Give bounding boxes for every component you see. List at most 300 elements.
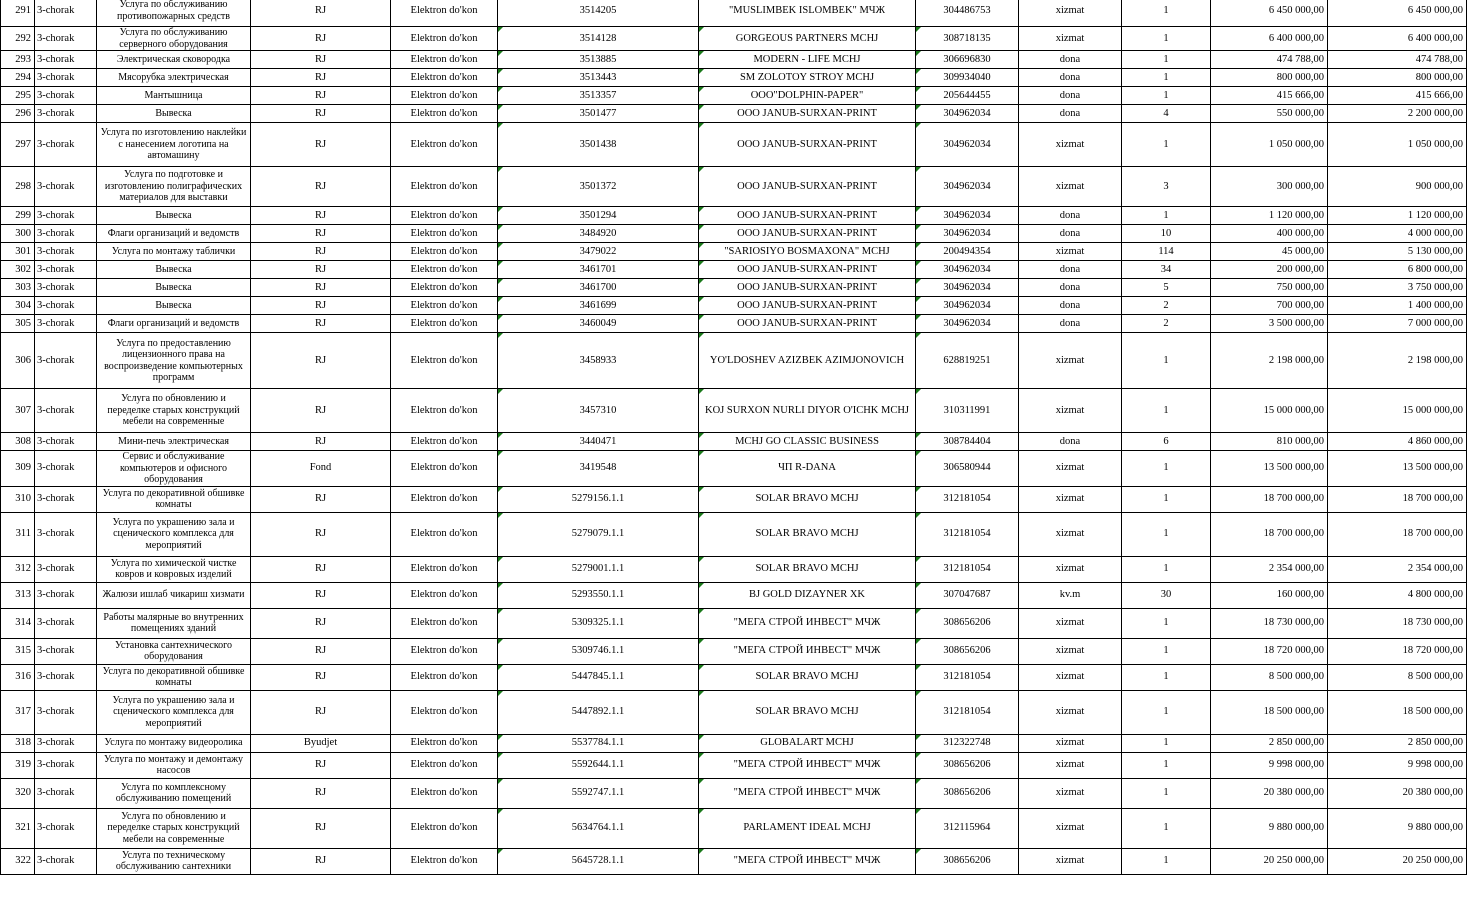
quantity-cell[interactable]: 2 — [1122, 315, 1211, 333]
unit-price-cell[interactable]: 6 400 000,00 — [1211, 27, 1328, 51]
quarter-cell[interactable]: 3-chorak — [35, 261, 97, 279]
tin-cell[interactable]: 312181054 — [916, 690, 1019, 734]
funding-source-cell[interactable]: RJ — [251, 207, 391, 225]
total-amount-cell[interactable]: 4 000 000,00 — [1328, 225, 1467, 243]
quarter-cell[interactable]: 3-chorak — [35, 556, 97, 582]
quantity-cell[interactable]: 1 — [1122, 207, 1211, 225]
vendor-cell[interactable]: ООО JANUB-SURXAN-PRINT — [699, 167, 916, 207]
contract-number-cell[interactable]: 5645728.1.1 — [498, 848, 699, 874]
purchase-method-cell[interactable]: Elektron do'kon — [391, 848, 498, 874]
tin-cell[interactable]: 307047687 — [916, 582, 1019, 608]
purchase-method-cell[interactable]: Elektron do'kon — [391, 123, 498, 167]
row-number-cell[interactable]: 294 — [1, 69, 35, 87]
quarter-cell[interactable]: 3-chorak — [35, 451, 97, 487]
vendor-cell[interactable]: "МЕГА СТРОЙ ИНВЕСТ" МЧЖ — [699, 848, 916, 874]
contract-number-cell[interactable]: 3501372 — [498, 167, 699, 207]
tin-cell[interactable]: 308656206 — [916, 848, 1019, 874]
vendor-cell[interactable]: "MUSLIMBEK ISLOMBEK" МЧЖ — [699, 0, 916, 27]
purchase-method-cell[interactable]: Elektron do'kon — [391, 808, 498, 848]
item-name-cell[interactable]: Услуга по декоративной обшивке комнаты — [97, 664, 251, 690]
quantity-cell[interactable]: 1 — [1122, 27, 1211, 51]
funding-source-cell[interactable]: RJ — [251, 123, 391, 167]
total-amount-cell[interactable]: 1 400 000,00 — [1328, 297, 1467, 315]
vendor-cell[interactable]: ООО JANUB-SURXAN-PRINT — [699, 105, 916, 123]
unit-cell[interactable]: dona — [1019, 315, 1122, 333]
item-name-cell[interactable]: Вывеска — [97, 105, 251, 123]
purchase-method-cell[interactable]: Elektron do'kon — [391, 243, 498, 261]
funding-source-cell[interactable]: RJ — [251, 582, 391, 608]
contract-number-cell[interactable]: 5592747.1.1 — [498, 778, 699, 808]
contract-number-cell[interactable]: 3513357 — [498, 87, 699, 105]
item-name-cell[interactable]: Услуга по обновлению и переделке старых конструкций мебели на современные — [97, 808, 251, 848]
contract-number-cell[interactable]: 3501477 — [498, 105, 699, 123]
unit-price-cell[interactable]: 415 666,00 — [1211, 87, 1328, 105]
contract-number-cell[interactable]: 3458933 — [498, 333, 699, 389]
quantity-cell[interactable]: 34 — [1122, 261, 1211, 279]
unit-cell[interactable]: xizmat — [1019, 243, 1122, 261]
funding-source-cell[interactable]: RJ — [251, 556, 391, 582]
purchase-method-cell[interactable]: Elektron do'kon — [391, 87, 498, 105]
total-amount-cell[interactable]: 2 354 000,00 — [1328, 556, 1467, 582]
purchase-method-cell[interactable]: Elektron do'kon — [391, 389, 498, 433]
funding-source-cell[interactable]: RJ — [251, 0, 391, 27]
unit-price-cell[interactable]: 18 500 000,00 — [1211, 690, 1328, 734]
quarter-cell[interactable]: 3-chorak — [35, 433, 97, 451]
quantity-cell[interactable]: 114 — [1122, 243, 1211, 261]
item-name-cell[interactable]: Флаги организаций и ведомств — [97, 315, 251, 333]
tin-cell[interactable]: 306696830 — [916, 51, 1019, 69]
quarter-cell[interactable]: 3-chorak — [35, 778, 97, 808]
contract-number-cell[interactable]: 5447892.1.1 — [498, 690, 699, 734]
total-amount-cell[interactable]: 15 000 000,00 — [1328, 389, 1467, 433]
contract-number-cell[interactable]: 5634764.1.1 — [498, 808, 699, 848]
row-number-cell[interactable]: 313 — [1, 582, 35, 608]
contract-number-cell[interactable]: 3479022 — [498, 243, 699, 261]
tin-cell[interactable]: 304486753 — [916, 0, 1019, 27]
unit-cell[interactable]: dona — [1019, 225, 1122, 243]
contract-number-cell[interactable]: 5279079.1.1 — [498, 512, 699, 556]
quarter-cell[interactable]: 3-chorak — [35, 207, 97, 225]
purchase-method-cell[interactable]: Elektron do'kon — [391, 582, 498, 608]
quantity-cell[interactable]: 1 — [1122, 87, 1211, 105]
item-name-cell[interactable]: Услуга по подготовке и изготовлению полиграфических материалов для выставки — [97, 167, 251, 207]
tin-cell[interactable]: 304962034 — [916, 279, 1019, 297]
quarter-cell[interactable]: 3-chorak — [35, 582, 97, 608]
row-number-cell[interactable]: 314 — [1, 608, 35, 638]
quarter-cell[interactable]: 3-chorak — [35, 315, 97, 333]
quarter-cell[interactable]: 3-chorak — [35, 51, 97, 69]
quantity-cell[interactable]: 1 — [1122, 608, 1211, 638]
row-number-cell[interactable]: 304 — [1, 297, 35, 315]
tin-cell[interactable]: 308784404 — [916, 433, 1019, 451]
unit-price-cell[interactable]: 160 000,00 — [1211, 582, 1328, 608]
purchase-method-cell[interactable]: Elektron do'kon — [391, 778, 498, 808]
quarter-cell[interactable]: 3-chorak — [35, 333, 97, 389]
quantity-cell[interactable]: 1 — [1122, 664, 1211, 690]
unit-price-cell[interactable]: 15 000 000,00 — [1211, 389, 1328, 433]
item-name-cell[interactable]: Услуга по обновлению и переделке старых конструкций мебели на современные — [97, 389, 251, 433]
purchase-method-cell[interactable]: Elektron do'kon — [391, 69, 498, 87]
unit-price-cell[interactable]: 20 380 000,00 — [1211, 778, 1328, 808]
purchase-method-cell[interactable]: Elektron do'kon — [391, 333, 498, 389]
quantity-cell[interactable]: 1 — [1122, 808, 1211, 848]
total-amount-cell[interactable]: 2 200 000,00 — [1328, 105, 1467, 123]
contract-number-cell[interactable]: 3513443 — [498, 69, 699, 87]
quarter-cell[interactable]: 3-chorak — [35, 848, 97, 874]
quarter-cell[interactable]: 3-chorak — [35, 27, 97, 51]
contract-number-cell[interactable]: 3457310 — [498, 389, 699, 433]
unit-price-cell[interactable]: 18 730 000,00 — [1211, 608, 1328, 638]
purchase-method-cell[interactable]: Elektron do'kon — [391, 638, 498, 664]
tin-cell[interactable]: 309934040 — [916, 69, 1019, 87]
item-name-cell[interactable]: Вывеска — [97, 297, 251, 315]
row-number-cell[interactable]: 299 — [1, 207, 35, 225]
unit-cell[interactable]: dona — [1019, 297, 1122, 315]
total-amount-cell[interactable]: 18 700 000,00 — [1328, 512, 1467, 556]
purchase-method-cell[interactable]: Elektron do'kon — [391, 486, 498, 512]
row-number-cell[interactable]: 309 — [1, 451, 35, 487]
unit-cell[interactable]: dona — [1019, 87, 1122, 105]
total-amount-cell[interactable]: 1 050 000,00 — [1328, 123, 1467, 167]
quarter-cell[interactable]: 3-chorak — [35, 638, 97, 664]
item-name-cell[interactable]: Вывеска — [97, 207, 251, 225]
unit-cell[interactable]: dona — [1019, 207, 1122, 225]
unit-price-cell[interactable]: 13 500 000,00 — [1211, 451, 1328, 487]
item-name-cell[interactable]: Вывеска — [97, 261, 251, 279]
total-amount-cell[interactable]: 7 000 000,00 — [1328, 315, 1467, 333]
unit-cell[interactable]: dona — [1019, 433, 1122, 451]
vendor-cell[interactable]: ООО"DOLPHIN-PAPER" — [699, 87, 916, 105]
unit-cell[interactable]: xizmat — [1019, 167, 1122, 207]
quarter-cell[interactable]: 3-chorak — [35, 69, 97, 87]
item-name-cell[interactable]: Мини-печь электрическая — [97, 433, 251, 451]
vendor-cell[interactable]: "МЕГА СТРОЙ ИНВЕСТ" МЧЖ — [699, 752, 916, 778]
unit-cell[interactable]: dona — [1019, 261, 1122, 279]
item-name-cell[interactable]: Услуга по монтажу и демонтажу насосов — [97, 752, 251, 778]
vendor-cell[interactable]: "МЕГА СТРОЙ ИНВЕСТ" МЧЖ — [699, 608, 916, 638]
unit-cell[interactable]: dona — [1019, 105, 1122, 123]
quantity-cell[interactable]: 1 — [1122, 556, 1211, 582]
vendor-cell[interactable]: YO'LDOSHEV AZIZBEK AZIMJONOVICH — [699, 333, 916, 389]
quarter-cell[interactable]: 3-chorak — [35, 664, 97, 690]
total-amount-cell[interactable]: 9 880 000,00 — [1328, 808, 1467, 848]
row-number-cell[interactable]: 315 — [1, 638, 35, 664]
unit-cell[interactable]: xizmat — [1019, 27, 1122, 51]
purchase-method-cell[interactable]: Elektron do'kon — [391, 279, 498, 297]
quantity-cell[interactable]: 1 — [1122, 734, 1211, 752]
vendor-cell[interactable]: KOJ SURXON NURLI DIYOR O'ICHK MCHJ — [699, 389, 916, 433]
unit-cell[interactable]: xizmat — [1019, 808, 1122, 848]
quantity-cell[interactable]: 1 — [1122, 333, 1211, 389]
tin-cell[interactable]: 308656206 — [916, 752, 1019, 778]
row-number-cell[interactable]: 307 — [1, 389, 35, 433]
row-number-cell[interactable]: 300 — [1, 225, 35, 243]
row-number-cell[interactable]: 318 — [1, 734, 35, 752]
quarter-cell[interactable]: 3-chorak — [35, 690, 97, 734]
purchase-method-cell[interactable]: Elektron do'kon — [391, 297, 498, 315]
quantity-cell[interactable]: 1 — [1122, 69, 1211, 87]
vendor-cell[interactable]: ООО JANUB-SURXAN-PRINT — [699, 297, 916, 315]
purchase-method-cell[interactable]: Elektron do'kon — [391, 690, 498, 734]
funding-source-cell[interactable]: RJ — [251, 486, 391, 512]
unit-cell[interactable]: dona — [1019, 51, 1122, 69]
unit-price-cell[interactable]: 3 500 000,00 — [1211, 315, 1328, 333]
vendor-cell[interactable]: "SARIOSIYO BOSMAXONA" MCHJ — [699, 243, 916, 261]
tin-cell[interactable]: 304962034 — [916, 167, 1019, 207]
tin-cell[interactable]: 306580944 — [916, 451, 1019, 487]
purchase-method-cell[interactable]: Elektron do'kon — [391, 225, 498, 243]
tin-cell[interactable]: 312115964 — [916, 808, 1019, 848]
unit-price-cell[interactable]: 300 000,00 — [1211, 167, 1328, 207]
funding-source-cell[interactable]: RJ — [251, 389, 391, 433]
row-number-cell[interactable]: 319 — [1, 752, 35, 778]
vendor-cell[interactable]: ООО JANUB-SURXAN-PRINT — [699, 225, 916, 243]
unit-price-cell[interactable]: 2 850 000,00 — [1211, 734, 1328, 752]
tin-cell[interactable]: 205644455 — [916, 87, 1019, 105]
row-number-cell[interactable]: 306 — [1, 333, 35, 389]
unit-price-cell[interactable]: 750 000,00 — [1211, 279, 1328, 297]
unit-cell[interactable]: kv.m — [1019, 582, 1122, 608]
unit-price-cell[interactable]: 9 880 000,00 — [1211, 808, 1328, 848]
purchase-method-cell[interactable]: Elektron do'kon — [391, 608, 498, 638]
vendor-cell[interactable]: GORGEOUS PARTNERS MCHJ — [699, 27, 916, 51]
vendor-cell[interactable]: MCHJ GO CLASSIC BUSINESS — [699, 433, 916, 451]
total-amount-cell[interactable]: 4 800 000,00 — [1328, 582, 1467, 608]
quantity-cell[interactable]: 1 — [1122, 389, 1211, 433]
contract-number-cell[interactable]: 3513885 — [498, 51, 699, 69]
item-name-cell[interactable]: Услуга по предоставлению лицензионного права на воспроизведение компьютерных программ — [97, 333, 251, 389]
contract-number-cell[interactable]: 3514128 — [498, 27, 699, 51]
tin-cell[interactable]: 304962034 — [916, 315, 1019, 333]
tin-cell[interactable]: 200494354 — [916, 243, 1019, 261]
quantity-cell[interactable]: 1 — [1122, 752, 1211, 778]
funding-source-cell[interactable]: RJ — [251, 752, 391, 778]
quantity-cell[interactable]: 1 — [1122, 638, 1211, 664]
vendor-cell[interactable]: SM ZOLOTOY STROY MCHJ — [699, 69, 916, 87]
contract-number-cell[interactable]: 5279001.1.1 — [498, 556, 699, 582]
purchase-method-cell[interactable]: Elektron do'kon — [391, 315, 498, 333]
unit-cell[interactable]: xizmat — [1019, 752, 1122, 778]
purchase-method-cell[interactable]: Elektron do'kon — [391, 433, 498, 451]
unit-cell[interactable]: xizmat — [1019, 690, 1122, 734]
vendor-cell[interactable]: ООО JANUB-SURXAN-PRINT — [699, 315, 916, 333]
funding-source-cell[interactable]: RJ — [251, 243, 391, 261]
contract-number-cell[interactable]: 5293550.1.1 — [498, 582, 699, 608]
quarter-cell[interactable]: 3-chorak — [35, 608, 97, 638]
total-amount-cell[interactable]: 4 860 000,00 — [1328, 433, 1467, 451]
vendor-cell[interactable]: SOLAR BRAVO MCHJ — [699, 556, 916, 582]
funding-source-cell[interactable]: RJ — [251, 225, 391, 243]
funding-source-cell[interactable]: RJ — [251, 808, 391, 848]
quarter-cell[interactable]: 3-chorak — [35, 752, 97, 778]
unit-price-cell[interactable]: 700 000,00 — [1211, 297, 1328, 315]
quantity-cell[interactable]: 1 — [1122, 512, 1211, 556]
total-amount-cell[interactable]: 8 500 000,00 — [1328, 664, 1467, 690]
item-name-cell[interactable]: Услуга по украшению зала и сценического комплекса для мероприятий — [97, 690, 251, 734]
purchase-method-cell[interactable]: Elektron do'kon — [391, 664, 498, 690]
unit-price-cell[interactable]: 18 700 000,00 — [1211, 512, 1328, 556]
unit-cell[interactable]: xizmat — [1019, 451, 1122, 487]
unit-cell[interactable]: xizmat — [1019, 638, 1122, 664]
unit-cell[interactable]: xizmat — [1019, 389, 1122, 433]
total-amount-cell[interactable]: 18 700 000,00 — [1328, 486, 1467, 512]
row-number-cell[interactable]: 310 — [1, 486, 35, 512]
unit-price-cell[interactable]: 45 000,00 — [1211, 243, 1328, 261]
item-name-cell[interactable]: Услуга по монтажу таблички — [97, 243, 251, 261]
unit-price-cell[interactable]: 20 250 000,00 — [1211, 848, 1328, 874]
item-name-cell[interactable]: Флаги организаций и ведомств — [97, 225, 251, 243]
tin-cell[interactable]: 308656206 — [916, 778, 1019, 808]
row-number-cell[interactable]: 321 — [1, 808, 35, 848]
funding-source-cell[interactable]: RJ — [251, 297, 391, 315]
vendor-cell[interactable]: PARLAMENT IDEAL MCHJ — [699, 808, 916, 848]
quarter-cell[interactable]: 3-chorak — [35, 512, 97, 556]
contract-number-cell[interactable]: 3514205 — [498, 0, 699, 27]
quarter-cell[interactable]: 3-chorak — [35, 105, 97, 123]
purchase-method-cell[interactable]: Elektron do'kon — [391, 0, 498, 27]
item-name-cell[interactable]: Услуга по обслуживанию серверного оборудования — [97, 27, 251, 51]
item-name-cell[interactable]: Услуга по монтажу видеоролика — [97, 734, 251, 752]
row-number-cell[interactable]: 291 — [1, 0, 35, 27]
unit-price-cell[interactable]: 1 120 000,00 — [1211, 207, 1328, 225]
tin-cell[interactable]: 312181054 — [916, 486, 1019, 512]
row-number-cell[interactable]: 322 — [1, 848, 35, 874]
funding-source-cell[interactable]: RJ — [251, 608, 391, 638]
item-name-cell[interactable]: Услуга по техническому обслуживанию сантехники — [97, 848, 251, 874]
quantity-cell[interactable]: 1 — [1122, 486, 1211, 512]
unit-cell[interactable]: xizmat — [1019, 734, 1122, 752]
funding-source-cell[interactable]: RJ — [251, 778, 391, 808]
quantity-cell[interactable]: 3 — [1122, 167, 1211, 207]
unit-price-cell[interactable]: 400 000,00 — [1211, 225, 1328, 243]
contract-number-cell[interactable]: 3461699 — [498, 297, 699, 315]
purchase-method-cell[interactable]: Elektron do'kon — [391, 167, 498, 207]
unit-price-cell[interactable]: 2 198 000,00 — [1211, 333, 1328, 389]
row-number-cell[interactable]: 316 — [1, 664, 35, 690]
total-amount-cell[interactable]: 6 800 000,00 — [1328, 261, 1467, 279]
item-name-cell[interactable]: Услуга по изготовлению наклейки с нанесением логотипа на автомашину — [97, 123, 251, 167]
quantity-cell[interactable]: 1 — [1122, 123, 1211, 167]
item-name-cell[interactable]: Работы малярные во внутренних помещениях зданий — [97, 608, 251, 638]
vendor-cell[interactable]: ООО JANUB-SURXAN-PRINT — [699, 207, 916, 225]
total-amount-cell[interactable]: 6 400 000,00 — [1328, 27, 1467, 51]
tin-cell[interactable]: 308656206 — [916, 608, 1019, 638]
unit-price-cell[interactable]: 8 500 000,00 — [1211, 664, 1328, 690]
vendor-cell[interactable]: MODERN - LIFE MCHJ — [699, 51, 916, 69]
quantity-cell[interactable]: 1 — [1122, 451, 1211, 487]
purchase-method-cell[interactable]: Elektron do'kon — [391, 27, 498, 51]
vendor-cell[interactable]: SOLAR BRAVO MCHJ — [699, 486, 916, 512]
purchase-method-cell[interactable]: Elektron do'kon — [391, 51, 498, 69]
contract-number-cell[interactable]: 3440471 — [498, 433, 699, 451]
vendor-cell[interactable]: ООО JANUB-SURXAN-PRINT — [699, 261, 916, 279]
vendor-cell[interactable]: BJ GOLD DIZAYNER XK — [699, 582, 916, 608]
total-amount-cell[interactable]: 20 380 000,00 — [1328, 778, 1467, 808]
total-amount-cell[interactable]: 18 500 000,00 — [1328, 690, 1467, 734]
purchase-method-cell[interactable]: Elektron do'kon — [391, 512, 498, 556]
vendor-cell[interactable]: GLOBALART MCHJ — [699, 734, 916, 752]
quantity-cell[interactable]: 30 — [1122, 582, 1211, 608]
tin-cell[interactable]: 628819251 — [916, 333, 1019, 389]
contract-number-cell[interactable]: 5309325.1.1 — [498, 608, 699, 638]
quantity-cell[interactable]: 2 — [1122, 297, 1211, 315]
row-number-cell[interactable]: 296 — [1, 105, 35, 123]
unit-cell[interactable]: xizmat — [1019, 333, 1122, 389]
total-amount-cell[interactable]: 2 850 000,00 — [1328, 734, 1467, 752]
funding-source-cell[interactable]: Fond — [251, 451, 391, 487]
quarter-cell[interactable]: 3-chorak — [35, 87, 97, 105]
quantity-cell[interactable]: 1 — [1122, 0, 1211, 27]
item-name-cell[interactable]: Мясорубка электрическая — [97, 69, 251, 87]
quarter-cell[interactable]: 3-chorak — [35, 0, 97, 27]
item-name-cell[interactable]: Установка сантехнического оборудования — [97, 638, 251, 664]
unit-cell[interactable]: xizmat — [1019, 486, 1122, 512]
unit-price-cell[interactable]: 2 354 000,00 — [1211, 556, 1328, 582]
purchase-method-cell[interactable]: Elektron do'kon — [391, 556, 498, 582]
row-number-cell[interactable]: 308 — [1, 433, 35, 451]
contract-number-cell[interactable]: 5592644.1.1 — [498, 752, 699, 778]
tin-cell[interactable]: 304962034 — [916, 105, 1019, 123]
item-name-cell[interactable]: Услуга по украшению зала и сценического комплекса для мероприятий — [97, 512, 251, 556]
row-number-cell[interactable]: 293 — [1, 51, 35, 69]
unit-cell[interactable]: xizmat — [1019, 778, 1122, 808]
contract-number-cell[interactable]: 3484920 — [498, 225, 699, 243]
row-number-cell[interactable]: 320 — [1, 778, 35, 808]
funding-source-cell[interactable]: RJ — [251, 848, 391, 874]
contract-number-cell[interactable]: 5279156.1.1 — [498, 486, 699, 512]
total-amount-cell[interactable]: 18 730 000,00 — [1328, 608, 1467, 638]
quarter-cell[interactable]: 3-chorak — [35, 734, 97, 752]
total-amount-cell[interactable]: 474 788,00 — [1328, 51, 1467, 69]
total-amount-cell[interactable]: 9 998 000,00 — [1328, 752, 1467, 778]
contract-number-cell[interactable]: 3461701 — [498, 261, 699, 279]
vendor-cell[interactable]: SOLAR BRAVO MCHJ — [699, 664, 916, 690]
row-number-cell[interactable]: 303 — [1, 279, 35, 297]
unit-price-cell[interactable]: 810 000,00 — [1211, 433, 1328, 451]
unit-price-cell[interactable]: 550 000,00 — [1211, 105, 1328, 123]
row-number-cell[interactable]: 292 — [1, 27, 35, 51]
unit-price-cell[interactable]: 18 700 000,00 — [1211, 486, 1328, 512]
total-amount-cell[interactable]: 415 666,00 — [1328, 87, 1467, 105]
quantity-cell[interactable]: 1 — [1122, 690, 1211, 734]
tin-cell[interactable]: 304962034 — [916, 261, 1019, 279]
item-name-cell[interactable]: Услуга по декоративной обшивке комнаты — [97, 486, 251, 512]
unit-price-cell[interactable]: 18 720 000,00 — [1211, 638, 1328, 664]
quantity-cell[interactable]: 1 — [1122, 778, 1211, 808]
row-number-cell[interactable]: 302 — [1, 261, 35, 279]
tin-cell[interactable]: 308656206 — [916, 638, 1019, 664]
purchase-method-cell[interactable]: Elektron do'kon — [391, 207, 498, 225]
quarter-cell[interactable]: 3-chorak — [35, 486, 97, 512]
funding-source-cell[interactable]: RJ — [251, 261, 391, 279]
item-name-cell[interactable]: Сервис и обслуживание компьютеров и офисного оборудования — [97, 451, 251, 487]
contract-number-cell[interactable]: 5447845.1.1 — [498, 664, 699, 690]
tin-cell[interactable]: 312181054 — [916, 512, 1019, 556]
contract-number-cell[interactable]: 3501294 — [498, 207, 699, 225]
quarter-cell[interactable]: 3-chorak — [35, 243, 97, 261]
quarter-cell[interactable]: 3-chorak — [35, 297, 97, 315]
quarter-cell[interactable]: 3-chorak — [35, 808, 97, 848]
unit-cell[interactable]: xizmat — [1019, 123, 1122, 167]
funding-source-cell[interactable]: RJ — [251, 433, 391, 451]
tin-cell[interactable]: 312322748 — [916, 734, 1019, 752]
unit-cell[interactable]: xizmat — [1019, 848, 1122, 874]
quantity-cell[interactable]: 4 — [1122, 105, 1211, 123]
unit-price-cell[interactable]: 474 788,00 — [1211, 51, 1328, 69]
quarter-cell[interactable]: 3-chorak — [35, 167, 97, 207]
vendor-cell[interactable]: SOLAR BRAVO MCHJ — [699, 512, 916, 556]
purchase-method-cell[interactable]: Elektron do'kon — [391, 451, 498, 487]
